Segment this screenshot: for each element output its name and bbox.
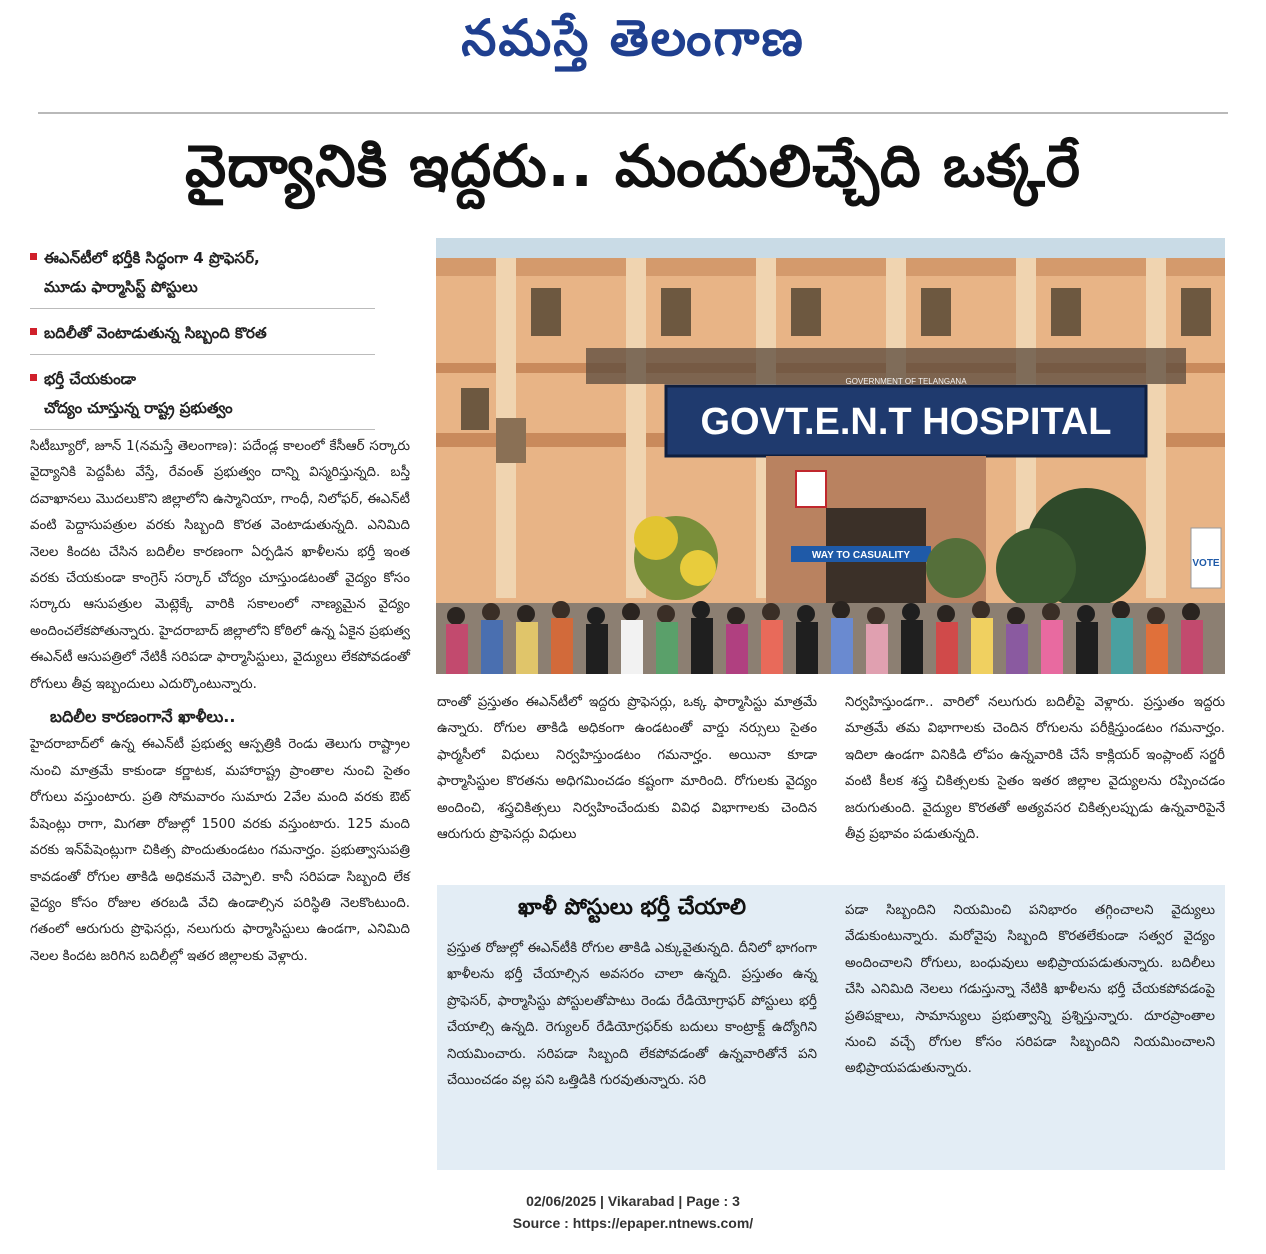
article-column-1 (30, 434, 410, 970)
box-column-left (447, 936, 817, 1094)
bullet-line: మూడు ఫార్మాసిస్ట్‌ పోస్టులు (44, 278, 198, 296)
bullet-item (30, 317, 375, 355)
article-paragraph: హైదరాబాద్‌లో ఉన్న ఈఎన్‌టీ ప్రభుత్వ ఆస్పత్రికి రెండు తెలుగు రాష్ట్రాల నుంచి మాత్రమే కాకుండా కర్ణాటక, మహారాష్ట్ర ప్రాంతాల నుంచి సైతం రోగులు వస్తుంటారు. ప్రతి సోమవారం సుమారు 2వేల మంది వరకు ఔట్‌ పేషెంట్లు రాగా, మిగతా రోజుల్లో 1500 వరకు వస్తుంటారు. 125 మంది వరకు ఇన్‌పేషెంట్లుగా చికిత్స పొందుతుండటం గమనార్హం. ప్రభుత్వాసుపత్రి కావడంతో రోగుల తాకిడి అధికమనే చెప్పాలి. కానీ సరిపడా సిబ్బంది లేక వైద్యం కోసం రోజుల తరబడి వేచి ఉండాల్సిన పరిస్థితి నెలకొంటుంది. గతంలో ఆరుగురు ప్రొఫెసర్లు, నలుగురు ఫార్మాసిస్టులు ఉండగా, ఎనిమిది నెలల కిందట జరిగిన బదిలీల్లో ఇతర జిల్లాలకు వెళ్లారు. (30, 737, 410, 964)
box-paragraph: పడా సిబ్బందిని నియమించి పనిభారం తగ్గించాలని వైద్యులు వేడుకుంటున్నారు. మరోవైపు సిబ్బంది కొరతలేకుండా సత్వర వైద్యం అందించాలని రోగులు, బంధువులు అభిప్రాయపడుతున్నారు. బదిలీలు చేసి ఎనిమిది నెలలు గడుస్తున్నా నేటికి ఖాళీలను భర్తీ చేయకపోవడంపై ప్రతిపక్షాలు, సామాన్యులు ప్రభుత్వాన్ని ప్రశ్నిస్తున్నారు. దూరప్రాంతాల నుంచి వచ్చే రోగుల కోసం సరిపడా సిబ్బందిని నియమించాలని అభిప్రాయపడుతున్నారు. (845, 903, 1215, 1077)
newspaper-masthead: నమస్తే తెలంగాణ (461, 8, 805, 67)
article-paragraph: దాంతో ప్రస్తుతం ఈఎన్‌టీలో ఇద్దరు ప్రొఫెసర్లు, ఒక్క ఫార్మాసిస్టు మాత్రమే ఉన్నారు. రోగుల తాకిడి అధికంగా ఉండటంతో వార్డు నర్సులు సైతం ఫార్మసీలో విధులు నిర్వహిస్తుండటం గమనార్హం. అయినా కూడా ఫార్మాసిస్టుల కొరతను అధిగమించడం కష్టంగా మారింది. రోగులకు వైద్యం అందించి, శస్త్రచికిత్సలు నిర్వహించేందుకు వివిధ విభాగాలకు చెందిన ఆరుగురు ప్రొఫెసర్లు విధులు (437, 695, 817, 843)
article-column-3 (845, 690, 1225, 848)
vote-poster: VOTE (1192, 558, 1220, 569)
bullet-list (30, 242, 375, 438)
hospital-photo (436, 238, 1225, 674)
sign-small-text: GOVERNMENT OF TELANGANA (845, 377, 967, 386)
bullet-item (30, 242, 375, 309)
article-paragraph: సిటీబ్యూరో, జూన్‌ 1(నమస్తే తెలంగాణ): పదేండ్ల కాలంలో కేసీఆర్‌ సర్కారు వైద్యానికి పెద్దపీట వేస్తే, రేవంత్‌ ప్రభుత్వం దాన్ని విస్మరిస్తున్నది. బస్తీ దవాఖానలు మొదలుకొని జిల్లాలోని ఉస్మానియా, గాంధీ, నిలోఫర్‌, ఈఎన్‌టీ వంటి పెద్దాసుపత్రుల వరకు సిబ్బంది కొరత వెంటాడుతున్నది. ఎనిమిది నెలల కిందట చేసిన బదిలీల కారణంగా ఏర్పడిన ఖాళీలను భర్తీ ఇంత వరకు చేయకుండా కాంగ్రెస్‌ సర్కార్‌ చోద్యం చూస్తుండటంతో వైద్యం కోసం సర్కారు ఆసుపత్రుల మెట్లెక్కే వారికి సకాలంలో నాణ్యమైన వైద్యం అందించలేకపోతున్నారు. హైదరాబాద్‌ జిల్లాలోని కోఠిలో ఉన్న ఏకైన ప్రభుత్వ ఈఎన్‌టీ ఆసుపత్రిలో నేటికీ సరిపడా ఫార్మాసిస్టులు, వైద్యులు లేకపోవడంతో రోగులు తీవ్ర ఇబ్బందులు ఎదుర్కొంటున్నారు. (30, 439, 410, 692)
subheading: బదిలీల కారణంగానే ఖాళీలు.. (50, 707, 236, 727)
top-rule (38, 112, 1228, 114)
footer-source: Source : https://epaper.ntnews.com/ (512, 1215, 754, 1231)
bullet-line: చోద్యం చూస్తున్న రాష్ట్ర ప్రభుత్వం (44, 399, 233, 417)
footer-date-edition: 02/06/2025 | Vikarabad | Page : 3 (526, 1193, 740, 1209)
bullet-line: ఈఎన్‌టీలో భర్తీకి సిద్ధంగా 4 ప్రొఫెసర్, (44, 249, 260, 267)
box-heading: ఖాళీ పోస్టులు భర్తీ చేయాలి (518, 895, 746, 920)
bullet-line: బదిలీతో వెంటాడుతున్న సిబ్బంది కొరత (44, 324, 267, 342)
article-column-2 (437, 690, 817, 848)
article-paragraph: నిర్వహిస్తుండగా.. వారిలో నలుగురు బదిలీపై వెళ్లారు. ప్రస్తుతం ఇద్దరు మాత్రమే తమ విభాగాలకు చెందిన రోగులను పరీక్షిస్తుండటం గమనార్హం. ఇదిలా ఉండగా వినికిడి లోపం ఉన్నవారికి చేసే కాక్లియర్‌ ఇంప్లాంట్‌ సర్జరీ వంటి కీలక శస్త్ర చికిత్సలకు సైతం ఇతర జిల్లాల వైద్యులను రప్పించడం జరుగుతుంది. వైద్యుల కొరతతో అత్యవసర చికిత్సలప్పుడు ఉన్నవారిపైనే తీవ్ర ప్రభావం పడుతున్నది. (845, 695, 1225, 843)
casualty-sign: WAY TO CASUALITY (811, 550, 911, 561)
bullet-item (30, 363, 375, 430)
hospital-sign: GOVT.E.N.T HOSPITAL (700, 401, 1112, 443)
headline: వైద్యానికి ఇద్దరు.. మందులిచ్చేది ఒక్కరే (184, 132, 1082, 200)
box-paragraph: ప్రస్తుత రోజుల్లో ఈఎన్‌టీకి రోగుల తాకిడి ఎక్కువైతున్నది. దీనిలో భాగంగా ఖాళీలను భర్తీ చేయాల్సిన అవసరం చాలా ఉన్నది. ప్రస్తుతం ఉన్న ప్రొఫెసర్‌, ఫార్మాసిస్టు పోస్టులతోపాటు రెండు రేడియోగ్రాఫర్‌ పోస్టులు భర్తీ చేయాల్సి ఉన్నది. రెగ్యులర్‌ రేడియోగ్రఫర్‌కు బదులు కాంట్రాక్ట్‌ ఉద్యోగిని నియమించారు. సరిపడా సిబ్బంది లేకపోవడంతో ఉన్నవారితోనే పని చేయించడం వల్ల పని ఒత్తిడికి గురవుతున్నారు. సరి (447, 941, 817, 1089)
bullet-line: భర్తీ చేయకుండా (44, 370, 136, 388)
box-column-right (845, 898, 1215, 1083)
